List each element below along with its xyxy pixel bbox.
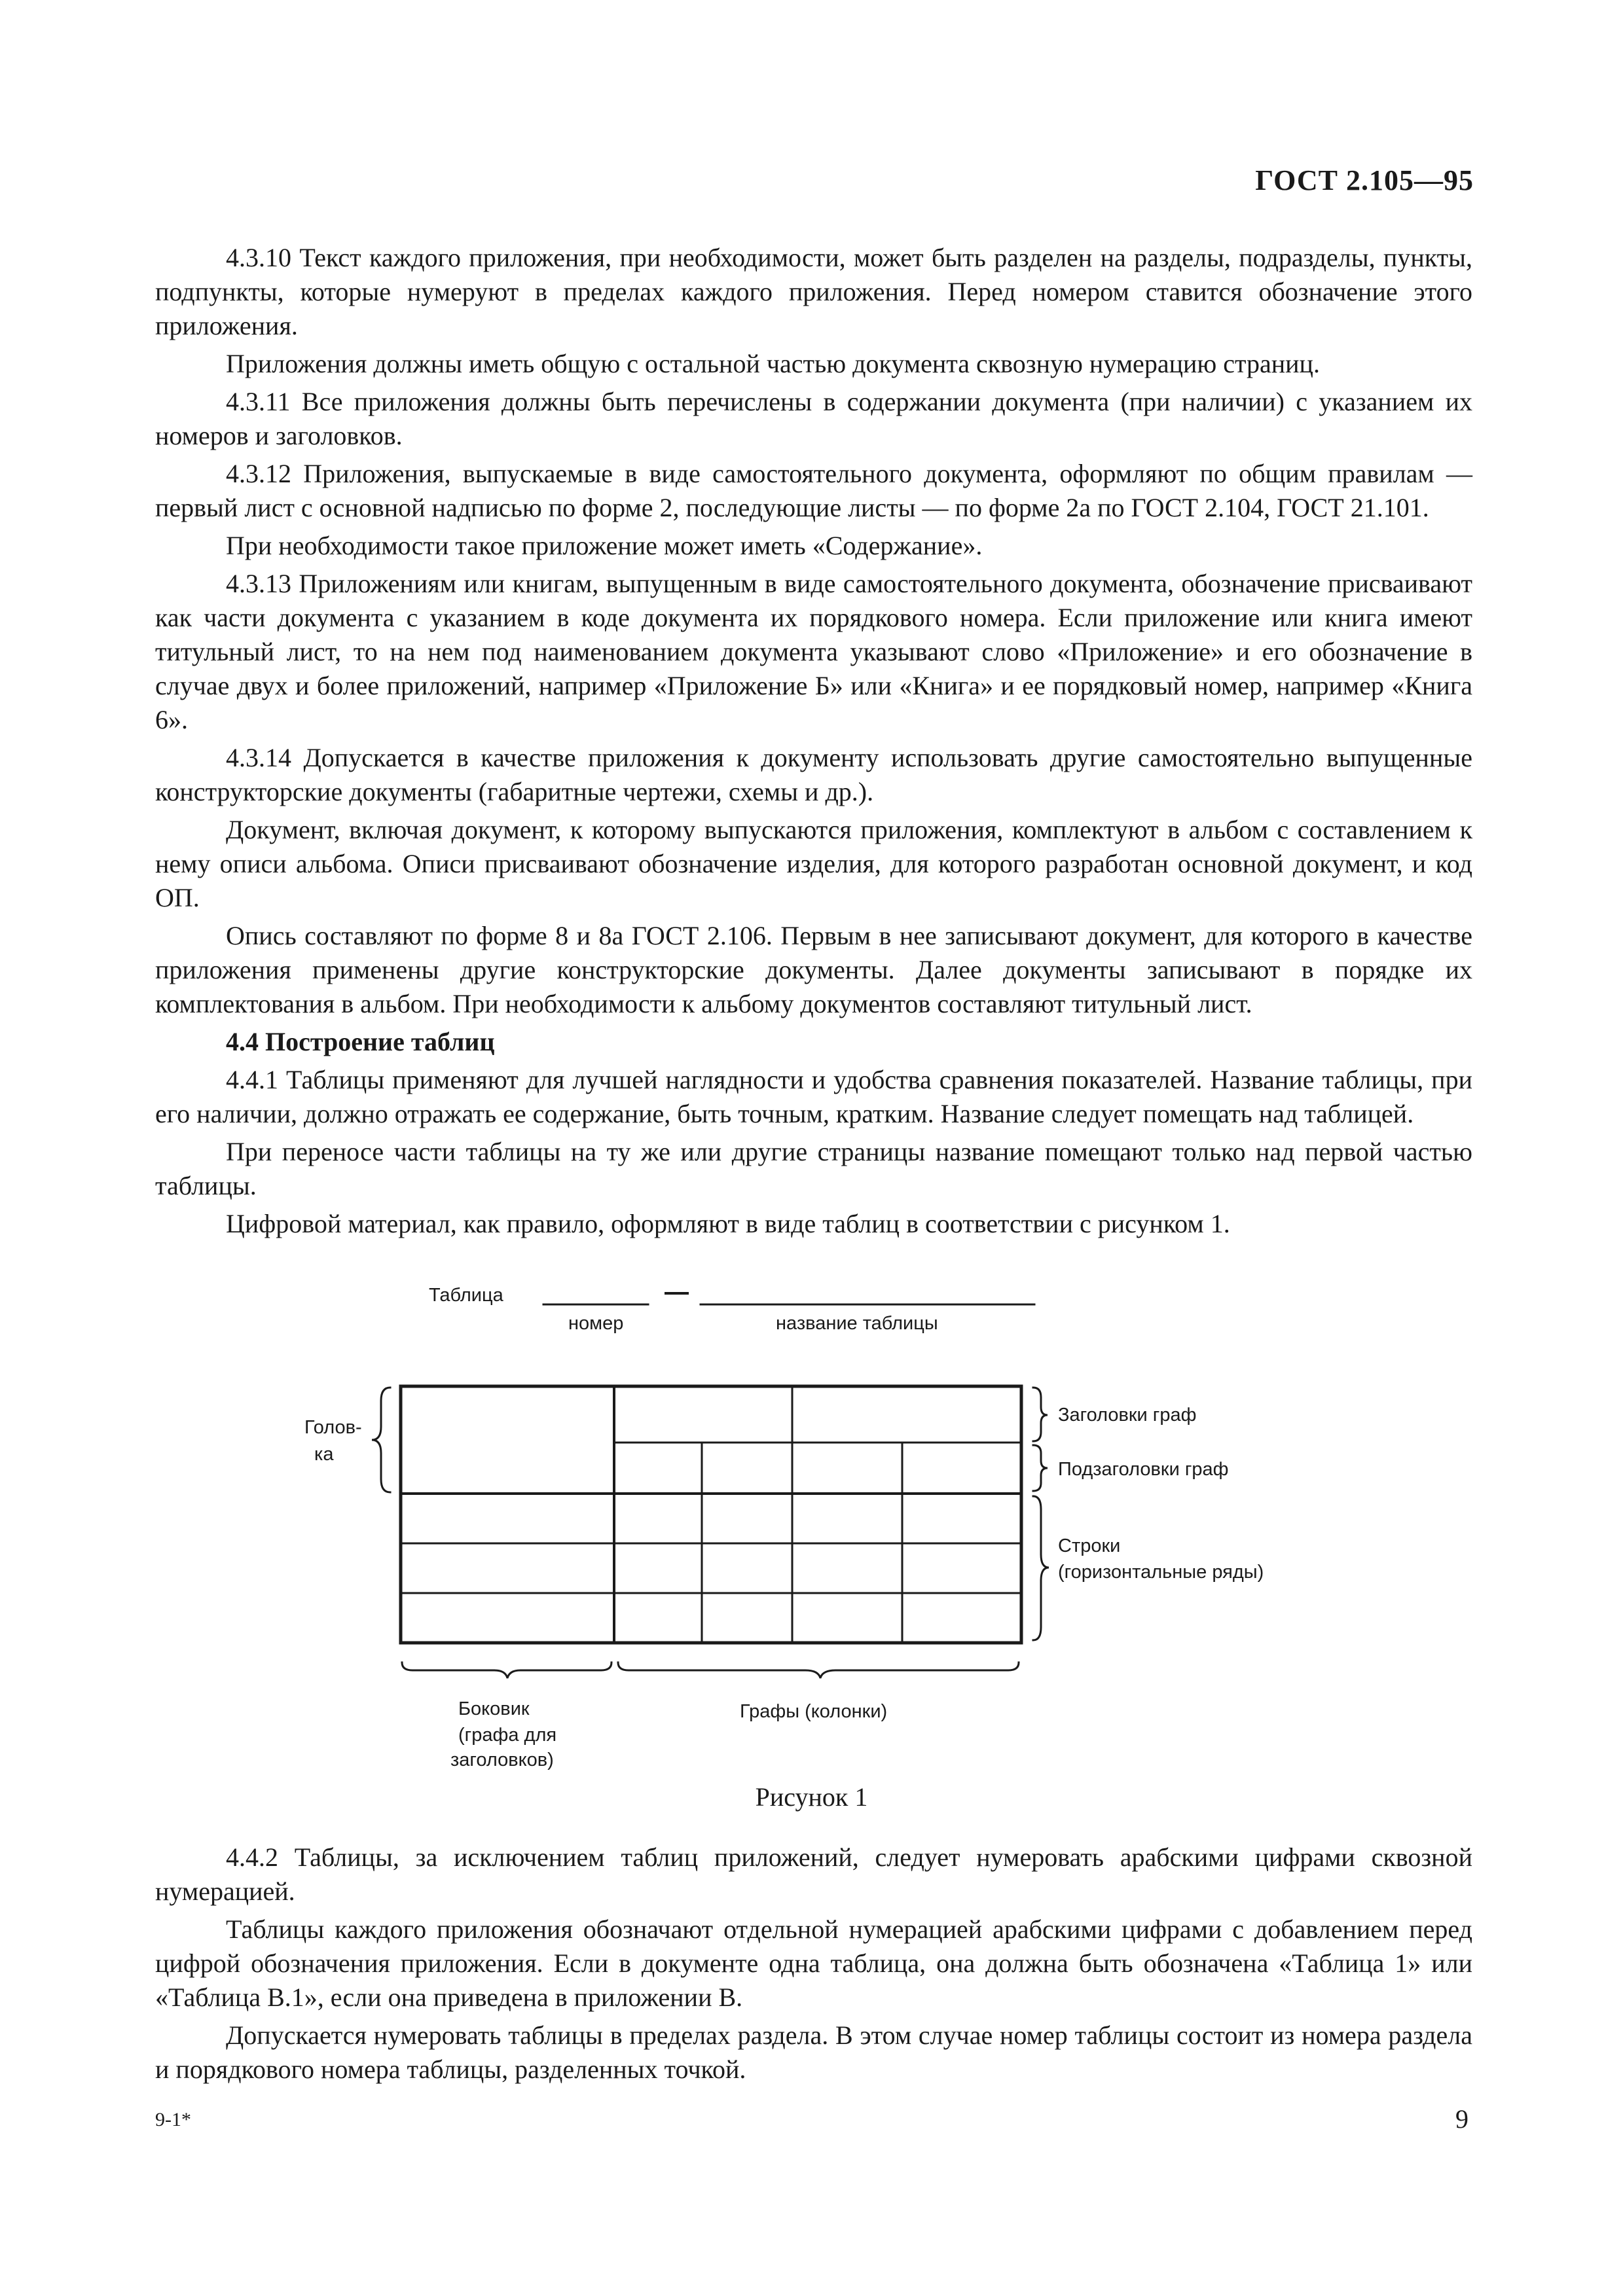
table-structure-figure — [0, 1262, 1623, 1799]
paragraph: При переносе части таблицы на ту же или другие страницы название помещают только над первой частью таблицы. — [155, 1137, 1472, 1200]
paragraph: 4.4.1 Таблицы применяют для лучшей наглядности и удобства сравнения показателей. Название таблицы, при его наличии, должно отражать ее содержание, быть точным, кратким. Название следует помещать над таблицей. — [155, 1065, 1472, 1128]
paragraph: Документ, включая документ, к которому выпускаются приложения, комплектуют в альбом с составлением к нему описи альбома. Описи присваивают обозначение изделия, для которого разработан основной документ, и код ОП. — [155, 815, 1472, 912]
head-label-line2: ка — [314, 1444, 334, 1465]
number-label: номер — [568, 1313, 624, 1334]
paragraph: 4.3.13 Приложениям или книгам, выпущенным в виде самостоятельного документа, обозначение присваивают как части документа с указанием в коде документа их порядкового номера. Если приложение или книга имеют титульный лист, то на нем под наименованием документа указывают слово «Приложение» и его обозначение в случае двух и более приложений, например «Приложение Б» или «Книга» и ее порядковый номер, например «Книга 6». — [155, 569, 1472, 734]
paragraph: 4.4.2 Таблицы, за исключением таблиц приложений, следует нумеровать арабскими цифрами сквозной нумерацией. — [155, 1842, 1472, 1906]
body-text-bottom — [155, 1840, 1472, 2090]
table-outline — [401, 1386, 1021, 1643]
stub-brace — [402, 1662, 611, 1678]
stub-label-line2: (графа для — [458, 1725, 557, 1746]
rows-label-line1: Строки — [1058, 1535, 1121, 1556]
head-label-line1: Голов- — [304, 1417, 362, 1438]
paragraph: 4.3.11 Все приложения должны быть перечислены в содержании документа (при наличии) с указанием их номеров и заголовков. — [155, 387, 1472, 450]
paragraph: 4.3.14 Допускается в качестве приложения к документу использовать другие самостоятельно выпущенные конструкторские документы (габаритные чертежи, схемы и др.). — [155, 743, 1472, 806]
paragraph: При необходимости такое приложение может иметь «Содержание». — [226, 531, 983, 560]
figure-caption: Рисунок 1 — [755, 1782, 868, 1812]
paragraph: Цифровой материал, как правило, оформляют в виде таблиц в соответствии с рисунком 1. — [226, 1209, 1230, 1238]
paragraph: 4.3.10 Текст каждого приложения, при необходимости, может быть разделен на разделы, подразделы, пункты, подпункты, которые нумеруют в пределах каждого приложения. Перед номером ставится обозначение этого приложения. — [155, 243, 1472, 340]
footer-code: 9-1* — [155, 2109, 191, 2130]
paragraph: 4.3.12 Приложения, выпускаемые в виде самостоятельного документа, оформляют по общим правилам — первый лист с основной надписью по форме 2, последующие листы — по форме 2а по ГОСТ 2.104, ГОСТ 21.101. — [155, 459, 1472, 522]
columns-brace — [618, 1662, 1019, 1678]
columns-label: Графы (колонки) — [740, 1701, 888, 1722]
rows-label-line2: (горизонтальные ряды) — [1058, 1562, 1264, 1583]
subheader-brace — [1033, 1445, 1048, 1491]
standard-code-header: ГОСТ 2.105—95 — [1255, 164, 1474, 196]
head-brace — [372, 1388, 390, 1492]
column-subheaders-label: Подзаголовки граф — [1058, 1459, 1229, 1480]
section-heading: 4.4 Построение таблиц — [226, 1027, 495, 1056]
stub-label-line3: заголовков) — [450, 1749, 554, 1770]
paragraph: Опись составляют по форме 8 и 8а ГОСТ 2.106. Первым в нее записывают документ, для которого в качестве приложения применены другие конструкторские документы. Далее документы записывают в порядке их комплектования в альбом. При необходимости к альбому документов составляют титульный лист. — [155, 921, 1472, 1018]
paragraph: Допускается нумеровать таблицы в пределах раздела. В этом случае номер таблицы состоит из номера раздела и порядкового номера таблицы, разделенных точкой. — [155, 2020, 1472, 2084]
stub-label-line1: Боковик — [458, 1698, 530, 1719]
column-headers-label: Заголовки граф — [1058, 1405, 1197, 1426]
header-brace — [1033, 1388, 1048, 1441]
body-text-top — [155, 241, 1472, 1245]
rows-brace — [1033, 1496, 1049, 1640]
title-word-label: Таблица — [429, 1285, 503, 1306]
table-name-label: название таблицы — [776, 1313, 938, 1334]
paragraph: Таблицы каждого приложения обозначают отдельной нумерацией арабскими цифрами с добавлением перед цифрой обозначения приложения. Если в документе одна таблица, она должна быть обозначена «Таблица 1» или «Таблица В.1», если она приведена в приложении В. — [155, 1914, 1472, 2012]
paragraph: Приложения должны иметь общую с остальной частью документа сквозную нумерацию страниц. — [226, 349, 1320, 378]
table-diagram — [0, 1262, 1623, 1799]
page-number: 9 — [1455, 2104, 1468, 2134]
